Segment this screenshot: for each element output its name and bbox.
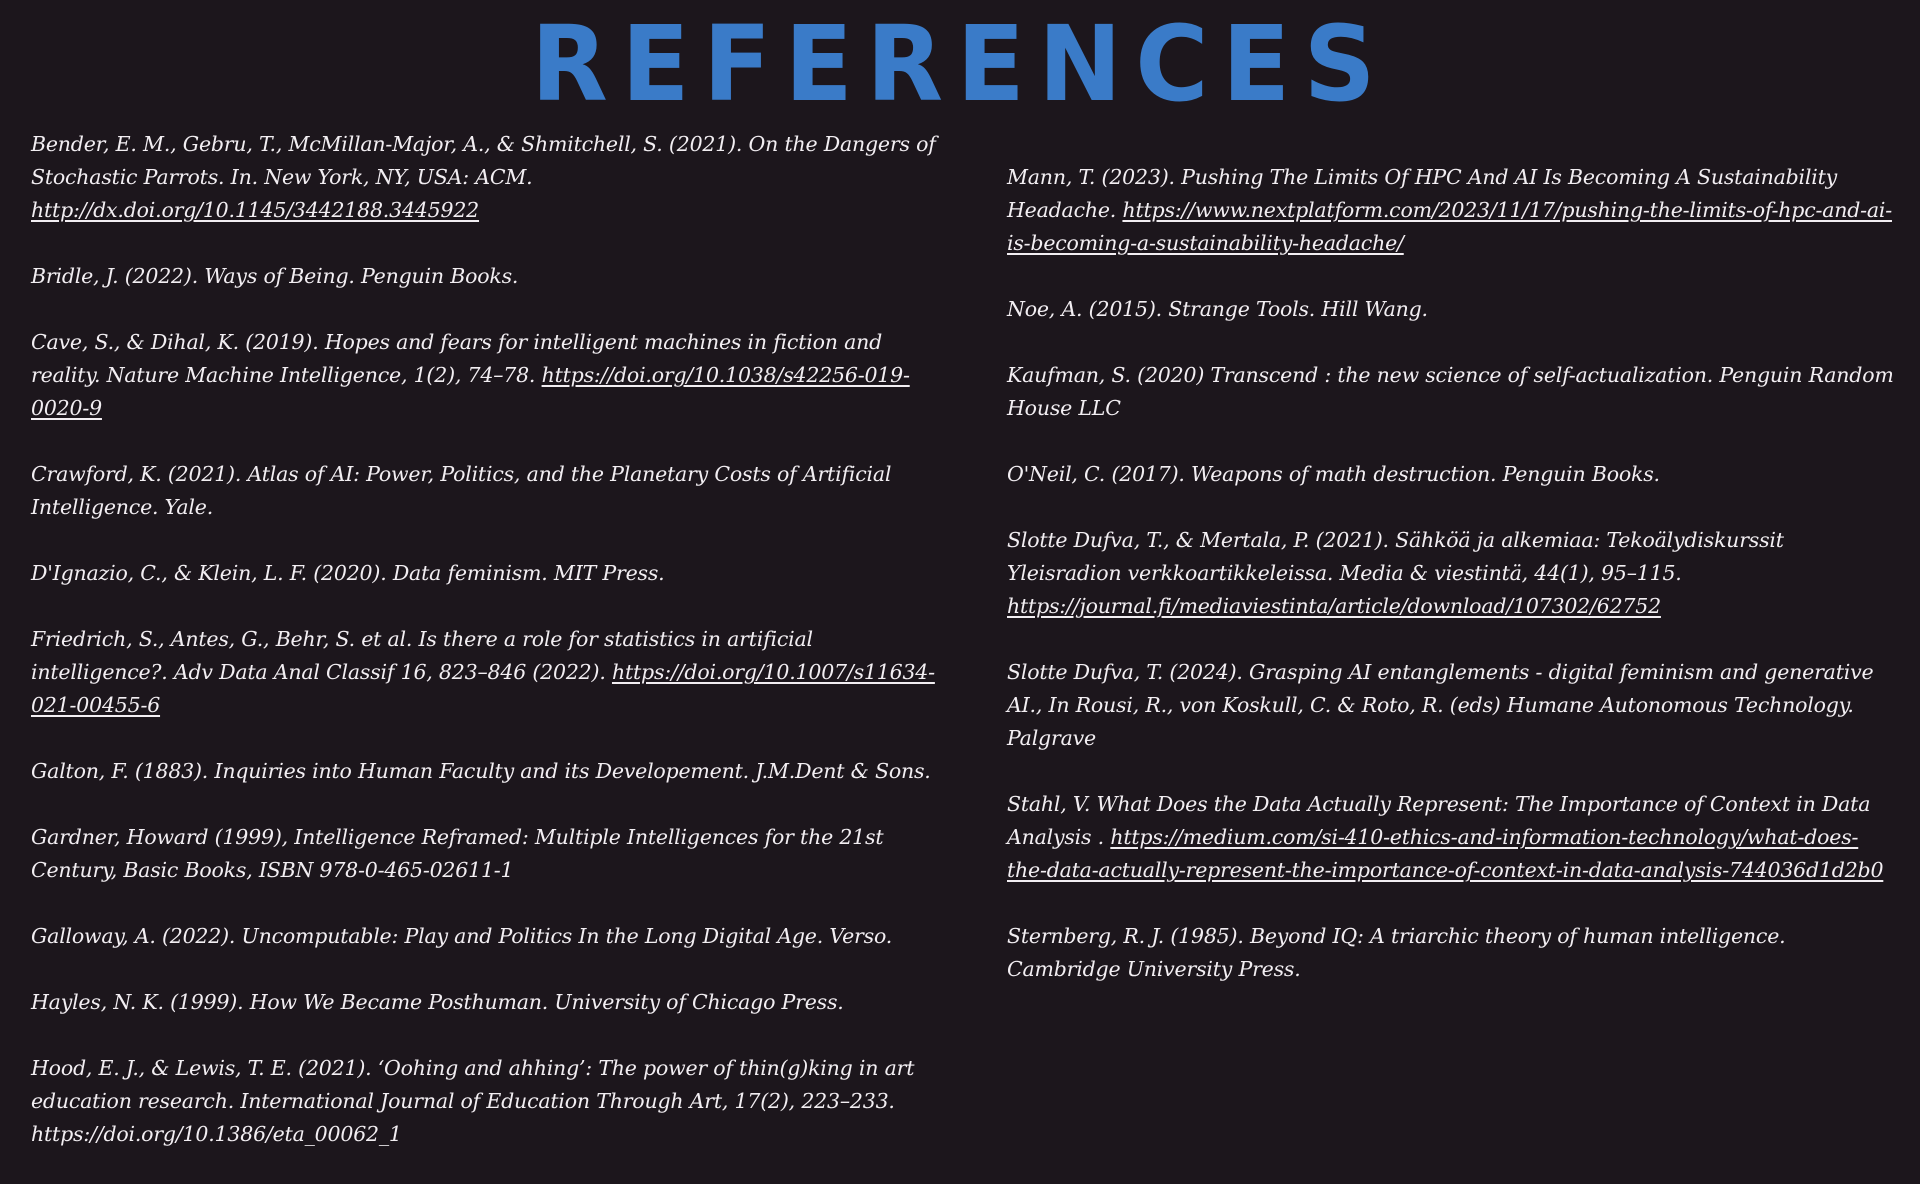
reference-entry: [31, 326, 951, 425]
reference-text: Cave, S., & Dihal, K. (2019). Hopes and fears for intelligent machines in fiction and reality. Nature Machine Intelligence, 1(2), 74–78.: [31, 330, 883, 387]
reference-text: Galton, F. (1883). Inquiries into Human Faculty and its Developement. J.M.Dent & Sons.: [31, 759, 931, 783]
reference-link[interactable]: https://journal.fi/mediaviestinta/article/download/107302/62752: [1007, 594, 1661, 618]
reference-text: Noe, A. (2015). Strange Tools. Hill Wang.: [1007, 297, 1428, 321]
reference-text: Bender, E. M., Gebru, T., McMillan-Major, A., & Shmitchell, S. (2021). On the Dangers of Stochastic Parrots. In. New York, NY, USA: ACM.: [31, 132, 936, 189]
reference-entry: [1007, 656, 1897, 755]
references-right-column: [1007, 161, 1897, 1019]
reference-entry: [31, 623, 951, 722]
reference-link[interactable]: https://www.nextplatform.com/2023/11/17/pushing-the-limits-of-hpc-and-ai-is-becoming-a-sustainability-headache/: [1007, 198, 1892, 255]
reference-entry: [1007, 524, 1897, 623]
reference-entry: [31, 920, 951, 953]
reference-entry: [1007, 359, 1897, 425]
reference-entry: [1007, 161, 1897, 260]
reference-text: Sternberg, R. J. (1985). Beyond IQ: A triarchic theory of human intelligence. Cambridge University Press.: [1007, 924, 1786, 981]
reference-link[interactable]: https://doi.org/10.1038/s42256-019-0020-9: [31, 363, 910, 420]
reference-text: Bridle, J. (2022). Ways of Being. Penguin Books.: [31, 264, 519, 288]
references-left-column: [31, 128, 951, 1184]
reference-text: Slotte Dufva, T., & Mertala, P. (2021). Sähköä ja alkemiaa: Tekoälydiskurssit Yleisradion verkkoartikkeleissa. Media & viestintä, 44(1), 95–115.: [1007, 528, 1784, 585]
reference-text: Friedrich, S., Antes, G., Behr, S. et al. Is there a role for statistics in artificial intelligence?. Adv Data Anal Classif 16, 823–846 (2022).: [31, 627, 813, 684]
reference-text: Crawford, K. (2021). Atlas of AI: Power, Politics, and the Planetary Costs of Artificial Intelligence. Yale.: [31, 462, 892, 519]
reference-entry: [1007, 920, 1897, 986]
reference-text: Slotte Dufva, T. (2024). Grasping AI entanglements - digital feminism and generative AI., In Rousi, R., von Koskull, C. & Roto, R. (eds) Humane Autonomous Technology. Palgrave: [1007, 660, 1874, 750]
reference-text: D'Ignazio, C., & Klein, L. F. (2020). Data feminism. MIT Press.: [31, 561, 665, 585]
page-title: REFERENCES: [531, 3, 1389, 125]
reference-link[interactable]: https://medium.com/si-410-ethics-and-information-technology/what-does-the-data-actually-represent-the-importance-of-context-in-data-analysis-744036d1d2b0: [1007, 825, 1884, 882]
reference-text: Kaufman, S. (2020) Transcend : the new science of self-actualization. Penguin Random House LLC: [1007, 363, 1894, 420]
reference-entry: [1007, 458, 1897, 491]
reference-text: O'Neil, C. (2017). Weapons of math destruction. Penguin Books.: [1007, 462, 1660, 486]
reference-text: Galloway, A. (2022). Uncomputable: Play and Politics In the Long Digital Age. Verso.: [31, 924, 893, 948]
reference-entry: [31, 458, 951, 524]
reference-link[interactable]: http://dx.doi.org/10.1145/3442188.3445922: [31, 198, 480, 222]
reference-entry: [31, 755, 951, 788]
reference-entry: [31, 128, 951, 227]
reference-link[interactable]: https://doi.org/10.1007/s11634-021-00455-6: [31, 660, 935, 717]
reference-entry: [1007, 293, 1897, 326]
reference-entry: [31, 986, 951, 1019]
reference-text: Hood, E. J., & Lewis, T. E. (2021). ‘Oohing and ahhing’: The power of thin(g)king in art education research. International Journal of Education Through Art, 17(2), 223–233. https://doi.org/10.1386/eta_00062_1: [31, 1056, 915, 1146]
reference-text: Gardner, Howard (1999), Intelligence Reframed: Multiple Intelligences for the 21st Century, Basic Books, ISBN 978-0-465-02611-1: [31, 825, 884, 882]
reference-entry: [31, 260, 951, 293]
reference-entry: [1007, 788, 1897, 887]
reference-text: Stahl, V. What Does the Data Actually Represent: The Importance of Context in Data Analysis .: [1007, 792, 1871, 849]
reference-entry: [31, 821, 951, 887]
reference-entry: [31, 1052, 951, 1151]
reference-text: Hayles, N. K. (1999). How We Became Posthuman. University of Chicago Press.: [31, 990, 844, 1014]
reference-text: Mann, T. (2023). Pushing The Limits Of HPC And AI Is Becoming A Sustainability Headache.: [1007, 165, 1838, 222]
reference-entry: [31, 557, 951, 590]
